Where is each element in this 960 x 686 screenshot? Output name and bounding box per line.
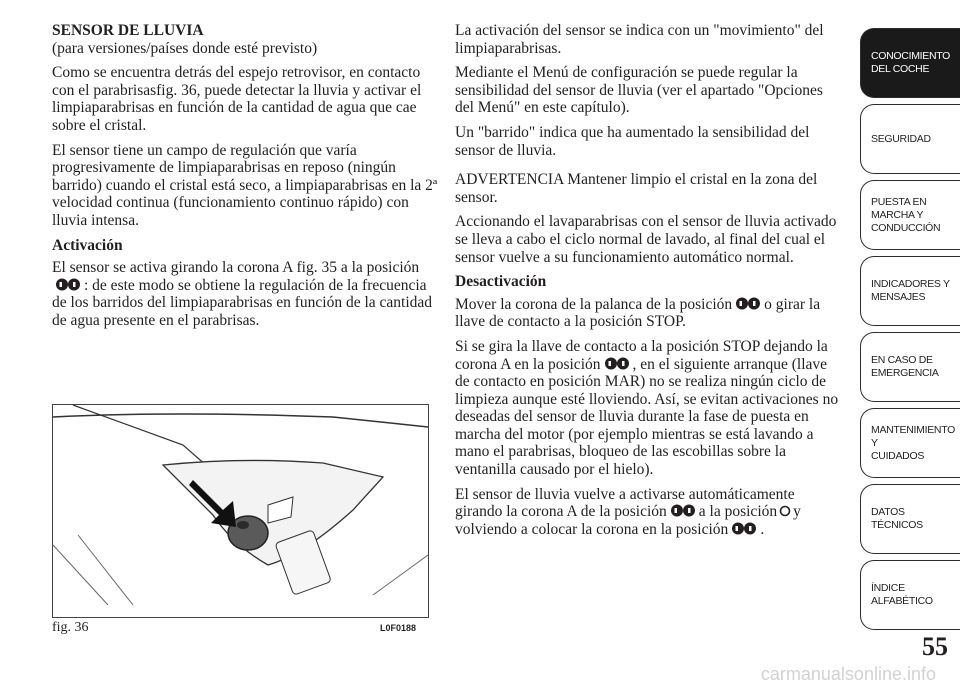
tab-conocimiento-del-coche[interactable]: CONOCIMIENTO DEL COCHE (860, 28, 960, 98)
auto-wiper-icon (603, 357, 631, 370)
auto-wiper-icon (54, 278, 82, 291)
paragraph: Si se gira la llave de contacto a la posición STOP dejando la corona A en la posición , en el siguiente arranque (llave de contacto en posición MAR) no se realiza ningún ciclo de limpieza aunque esté lloviendo. Así, se evitan activaciones no deseadas del sensor de lluvia durante la fase de puesta en marcha del motor (por ejemplo mientras se está lavando a mano el parabrisas, bloqueo de las escobillas sobre la ventanilla causado por el hielo). (455, 337, 839, 479)
figure-caption: fig. 36 (52, 620, 89, 635)
page-number: 55 (922, 632, 948, 661)
paragraph: Un "barrido" indica que ha aumentado la sensibilidad del sensor de lluvia. (455, 123, 810, 159)
right-column (455, 22, 845, 545)
paragraph: Accionando el lavaparabrisas con el sensor de lluvia activado se lleva a cabo el ciclo normal de lavado, al final del cual el sensor vuelve a su funcionamiento automático normal. (455, 213, 837, 266)
deactivation-heading: Desactivación (455, 273, 547, 291)
tab-emergencia[interactable]: EN CASO DE EMERGENCIA (860, 332, 960, 402)
activation-heading: Activación (52, 236, 123, 254)
tab-datos-tecnicos[interactable]: DATOS TÉCNICOS (860, 484, 960, 554)
paragraph: El sensor tiene un campo de regulación que varía progresivamente de limpiaparabrisas en reposo (ningún barrido) cuando el cristal está seco, a limpiaparabrisas en la 2ª velocidad continua (funcionamiento continuo rápido) con lluvia intensa. (52, 141, 438, 229)
tab-seguridad[interactable]: SEGURIDAD (860, 104, 960, 174)
wiper-off-icon (779, 505, 791, 517)
paragraph: La activación del sensor se indica con un "movimiento" del limpiaparabrisas. (455, 22, 824, 57)
left-column (52, 22, 442, 337)
tab-puesta-en-marcha[interactable]: PUESTA EN MARCHA Y CONDUCCIÓN (860, 180, 960, 250)
figure-rain-sensor (52, 404, 429, 618)
tab-indice[interactable]: ÍNDICE ALFABÉTICO (860, 560, 960, 630)
auto-wiper-icon (734, 297, 762, 310)
paragraph: El sensor de lluvia vuelve a activarse automáticamente girando la corona A de la posición a la posición y volviendo a colocar la corona en la posición . (455, 485, 801, 538)
paragraph: Como se encuentra detrás del espejo retrovisor, en contacto con el parabrisasfig. 36, puede detectar la lluvia y activar el limpiaparabrisas en función de la cantidad de agua que cae sobre el cristal. (52, 64, 422, 134)
paragraph: El sensor se activa girando la corona A fig. 35 a la posición: de este modo se obtiene la regulación de la frecuencia de los barridos del limpiaparabrisas en función de la cantidad de agua presente en el parabrisas. (52, 259, 433, 329)
warning-paragraph: ADVERTENCIA Mantener limpio el cristal en la zona del sensor. (455, 171, 818, 206)
tab-indicadores[interactable]: INDICADORES Y MENSAJES (860, 256, 960, 326)
figure-code: L0F0188 (380, 623, 417, 633)
auto-wiper-icon (669, 504, 697, 517)
rain-sensor-illustration (53, 405, 428, 617)
chapter-sidebar (860, 28, 960, 636)
tab-mantenimiento[interactable]: MANTENIMIENTO Y CUIDADOS (860, 408, 960, 478)
paragraph: Mediante el Menú de configuración se puede regular la sensibilidad del sensor de lluvia (ver el apartado "Opciones del Menú" en este capítulo). (455, 64, 823, 117)
section-title: SENSOR DE LLUVIA (52, 22, 204, 39)
watermark: carmanualsonline.info (760, 664, 936, 684)
auto-wiper-icon (730, 522, 758, 535)
paragraph: Mover la corona de la palanca de la posición o girar la llave de contacto a la posición STOP. (455, 295, 821, 331)
section-subtitle: (para versiones/países donde esté previsto) (52, 39, 318, 57)
